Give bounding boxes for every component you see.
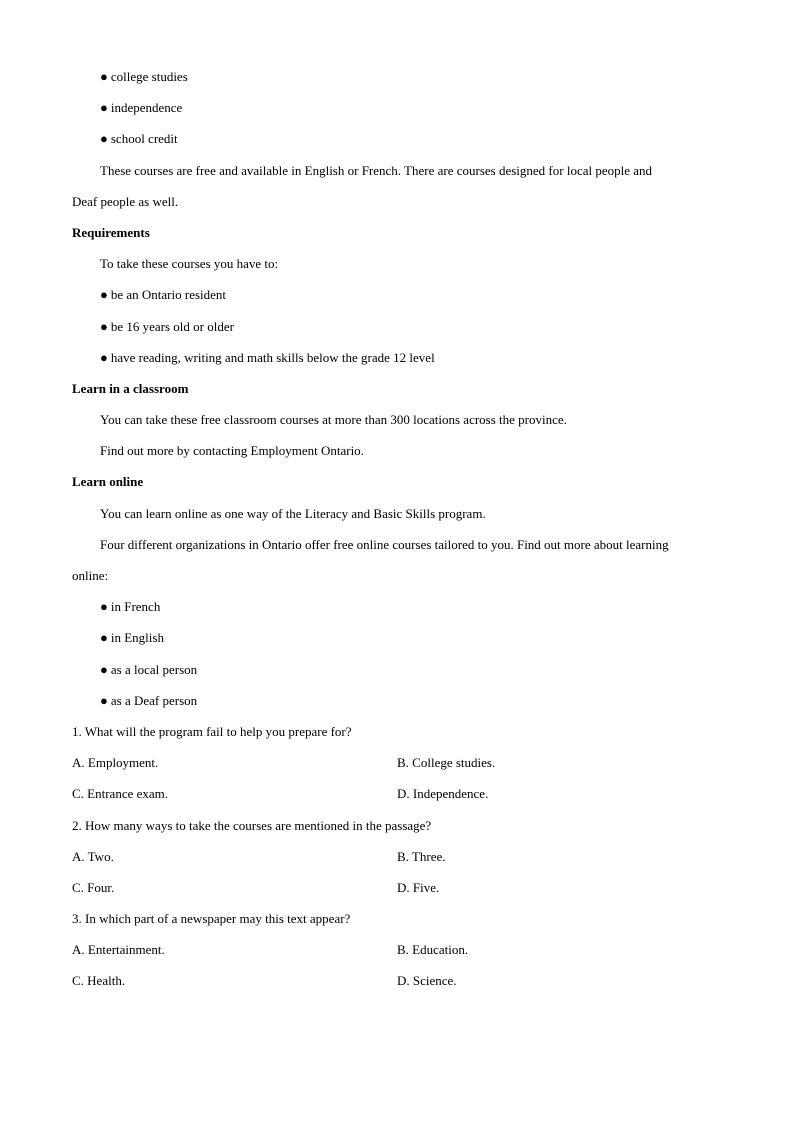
paragraph-line: Four different organizations in Ontario offer free online courses tailored to you. Find out more about learning [100,536,669,552]
question-3: 3. In which part of a newspaper may this text appear? [72,911,351,927]
list-item: ● in English [100,630,164,646]
bullet-icon: ● [100,69,108,84]
paragraph-line: To take these courses you have to: [100,256,279,272]
option-c: C. Entrance exam. [72,786,169,802]
option-b: B. Education. [397,942,469,958]
option-c: C. Health. [72,973,126,989]
bullet-icon: ● [100,630,108,646]
bullet-icon: ● [100,100,108,116]
paragraph-line: You can learn online as one way of the Literacy and Basic Skills program. [100,505,486,521]
option-row [72,971,722,1002]
list-item: ● as a local person [100,661,198,677]
section-heading-online: Learn online [72,474,144,490]
section-heading-classroom: Learn in a classroom [72,380,189,396]
option-row [72,940,722,971]
paragraph-line: You can take these free classroom courses at more than 300 locations across the province. [100,412,567,428]
option-d: D. Independence. [397,786,489,802]
bullet-icon: ● [100,318,108,334]
option-b: B. Three. [397,848,446,864]
list-item: ● have reading, writing and math skills below the grade 12 level [100,349,435,365]
list-item: ● college studies [100,69,188,84]
list-item: ● be an Ontario resident [100,287,227,303]
paragraph-line: Deaf people as well. [72,193,179,209]
option-row [72,784,722,815]
bullet-icon: ● [100,131,108,147]
option-d: D. Science. [397,973,457,989]
paragraph-line: Find out more by contacting Employment Ontario. [100,443,364,459]
question-1: 1. What will the program fail to help you prepare for? [72,723,352,739]
bullet-icon: ● [100,661,108,677]
list-item: ● in French [100,599,161,615]
list-item: ● as a Deaf person [100,692,198,708]
option-row [72,847,722,878]
bullet-icon: ● [100,349,108,365]
bullet-icon: ● [100,692,108,708]
list-item: ● independence [100,100,183,116]
document-page [72,67,722,1003]
paragraph-line: online: [72,568,109,583]
paragraph-line: These courses are free and available in English or French. There are courses designed for local people and [100,162,653,178]
bullet-icon: ● [100,599,108,615]
option-d: D. Five. [397,879,440,895]
option-b: B. College studies. [397,755,496,771]
bullet-icon: ● [100,287,108,303]
option-row [72,753,722,784]
section-heading-requirements: Requirements [72,224,150,240]
question-2: 2. How many ways to take the courses are mentioned in the passage? [72,817,432,833]
option-row [72,878,722,909]
list-item: ● school credit [100,131,178,147]
option-c: C. Four. [72,879,115,895]
option-a: A. Two. [72,848,114,864]
list-item: ● be 16 years old or older [100,318,234,334]
option-a: A. Employment. [72,755,159,771]
option-a: A. Entertainment. [72,942,165,958]
